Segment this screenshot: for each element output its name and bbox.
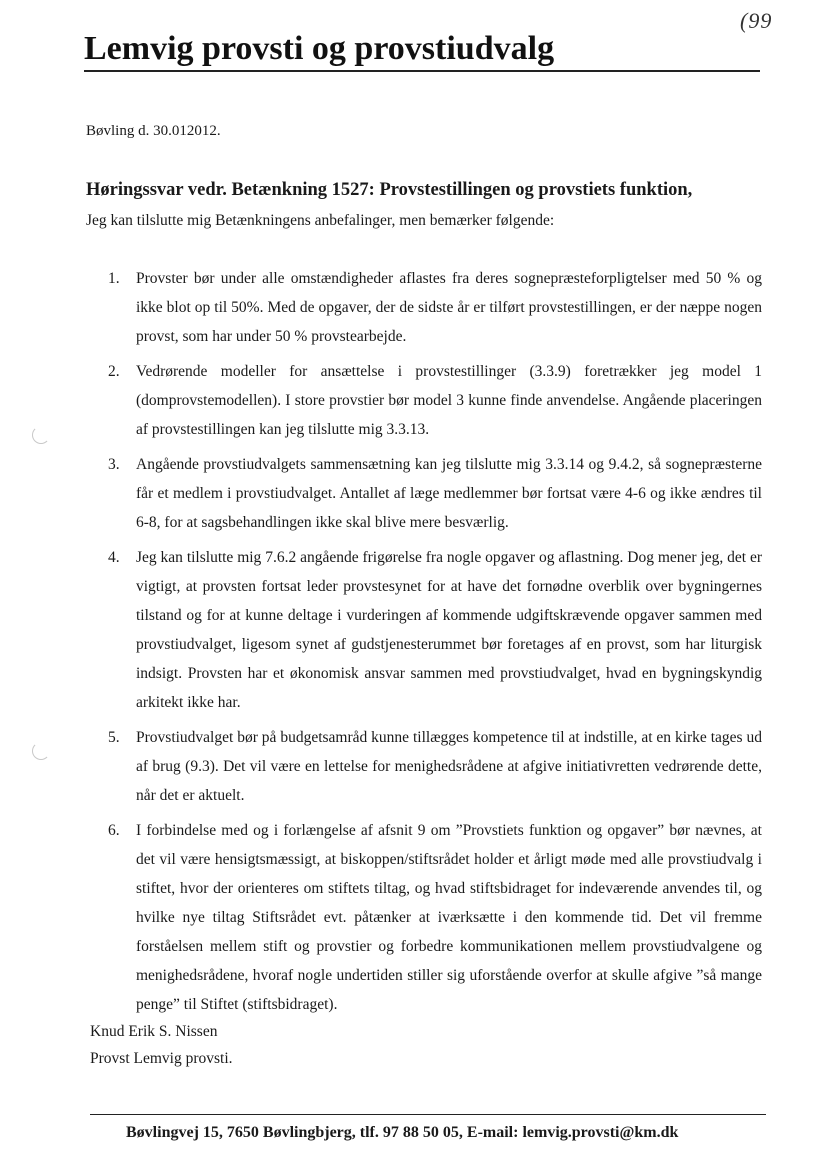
list-item [108,816,762,1019]
footer-rule [90,1114,766,1115]
list-item [108,450,762,537]
punch-hole-mark [32,742,50,760]
subject-heading: Høringssvar vedr. Betænkning 1527: Provstestillingen og provstiets funktion, [86,180,693,200]
list-item-number: 4. [108,549,120,566]
footer-phone: tlf. 97 88 50 05, [359,1124,463,1141]
letterhead-title: Lemvig provsti og provstiudvalg [84,30,555,67]
signature-role: Provst Lemvig provsti. [90,1050,233,1067]
list-item-number: 5. [108,729,120,746]
handwritten-page-number: (99 [740,8,773,33]
footer-contact [126,1124,678,1142]
list-item-number: 6. [108,822,120,839]
list-item [108,723,762,810]
date-line: Bøvling d. 30.012012. [86,123,221,139]
list-item-text: Jeg kan tilslutte mig 7.6.2 angående frigørelse fra nogle opgaver og aflastning. Dog mener jeg, det er vigtigt, at provsten fortsat leder provstesynet for at have det fornødne overblik over bygningernes tilstand og for at kunne deltage i vurderingen af kommende udgiftskrævende opgaver sammen med provstiudvalget, ligesom synet af gudstjenesterummet bør foretages af en provst, som har liturgisk indsigt. Provsten har et økonomisk ansvar sammen med provstiudvalget, hvad en bygningskyndig arkitekt ikke har. [136,549,762,711]
list-item-text: Provstiudvalget bør på budgetsamråd kunne tillægges kompetence til at indstille, at en kirke tages ud af brug (9.3). Det vil være en lettelse for menighedsrådene at afgive initiativretten vedrørende dette, når det er aktuelt. [136,729,762,804]
signature-block [90,1018,233,1072]
letterhead-rule [84,70,760,72]
list-item-number: 2. [108,363,120,380]
signature-name: Knud Erik S. Nissen [90,1023,218,1040]
list-item-text: I forbindelse med og i forlængelse af afsnit 9 om ”Provstiets funktion og opgaver” bør nævnes, at det vil være hensigtsmæssigt, at biskoppen/stiftsrådet holder et årligt møde med alle provstiudvalg i stiftet, hvor der orienteres om stiftets tiltag, og hvad stiftsbidraget for indeværende anvendes til, og hvilke nye tiltag Stiftsrådet evt. påtænker at iværksætte i den kommende tid. Det vil fremme forståelsen mellem stift og provstier og forbedre kommunikationen mellem provstiudvalgene og menighedsrådene, hvoraf nogle undertiden stiller sig uforstående overfor at skulle afgive ”så mange penge” til Stiftet (stiftsbidraget). [136,822,762,1013]
footer-email: E-mail: lemvig.provsti@km.dk [466,1124,679,1141]
punch-hole-mark [32,426,50,444]
intro-paragraph: Jeg kan tilslutte mig Betænkningens anbefalinger, men bemærker følgende: [86,212,555,229]
list-item [108,264,762,351]
list-item-number: 1. [108,270,120,287]
list-item-text: Angående provstiudvalgets sammensætning kan jeg tilslutte mig 3.3.14 og 9.4.2, så sognepræsterne får et medlem i provstiudvalget. Antallet af læge medlemmer bør fortsat være 4-6 og ikke ændres til 6-8, for at sagsbehandlingen ikke skal blive mere besværlig. [136,456,762,531]
numbered-points-list [108,264,762,1025]
list-item-text: Provster bør under alle omstændigheder aflastes fra deres sognepræsteforpligtelser med 50 % og ikke blot op til 50%. Med de opgaver, der de sidste år er tilført provstestillingen, er der næppe nogen provst, som har under 50 % provstearbejde. [136,270,762,345]
list-item [108,357,762,444]
list-item-text: Vedrørende modeller for ansættelse i provstestillinger (3.3.9) foretrækker jeg model 1 (domprovstemodellen). I store provstier bør model 3 kunne finde anvendelse. Angående placeringen af provstestillingen kan jeg tilslutte mig 3.3.13. [136,363,762,438]
list-item [108,543,762,717]
list-item-number: 3. [108,456,120,473]
footer-address: Bøvlingvej 15, 7650 Bøvlingbjerg, [126,1124,356,1141]
